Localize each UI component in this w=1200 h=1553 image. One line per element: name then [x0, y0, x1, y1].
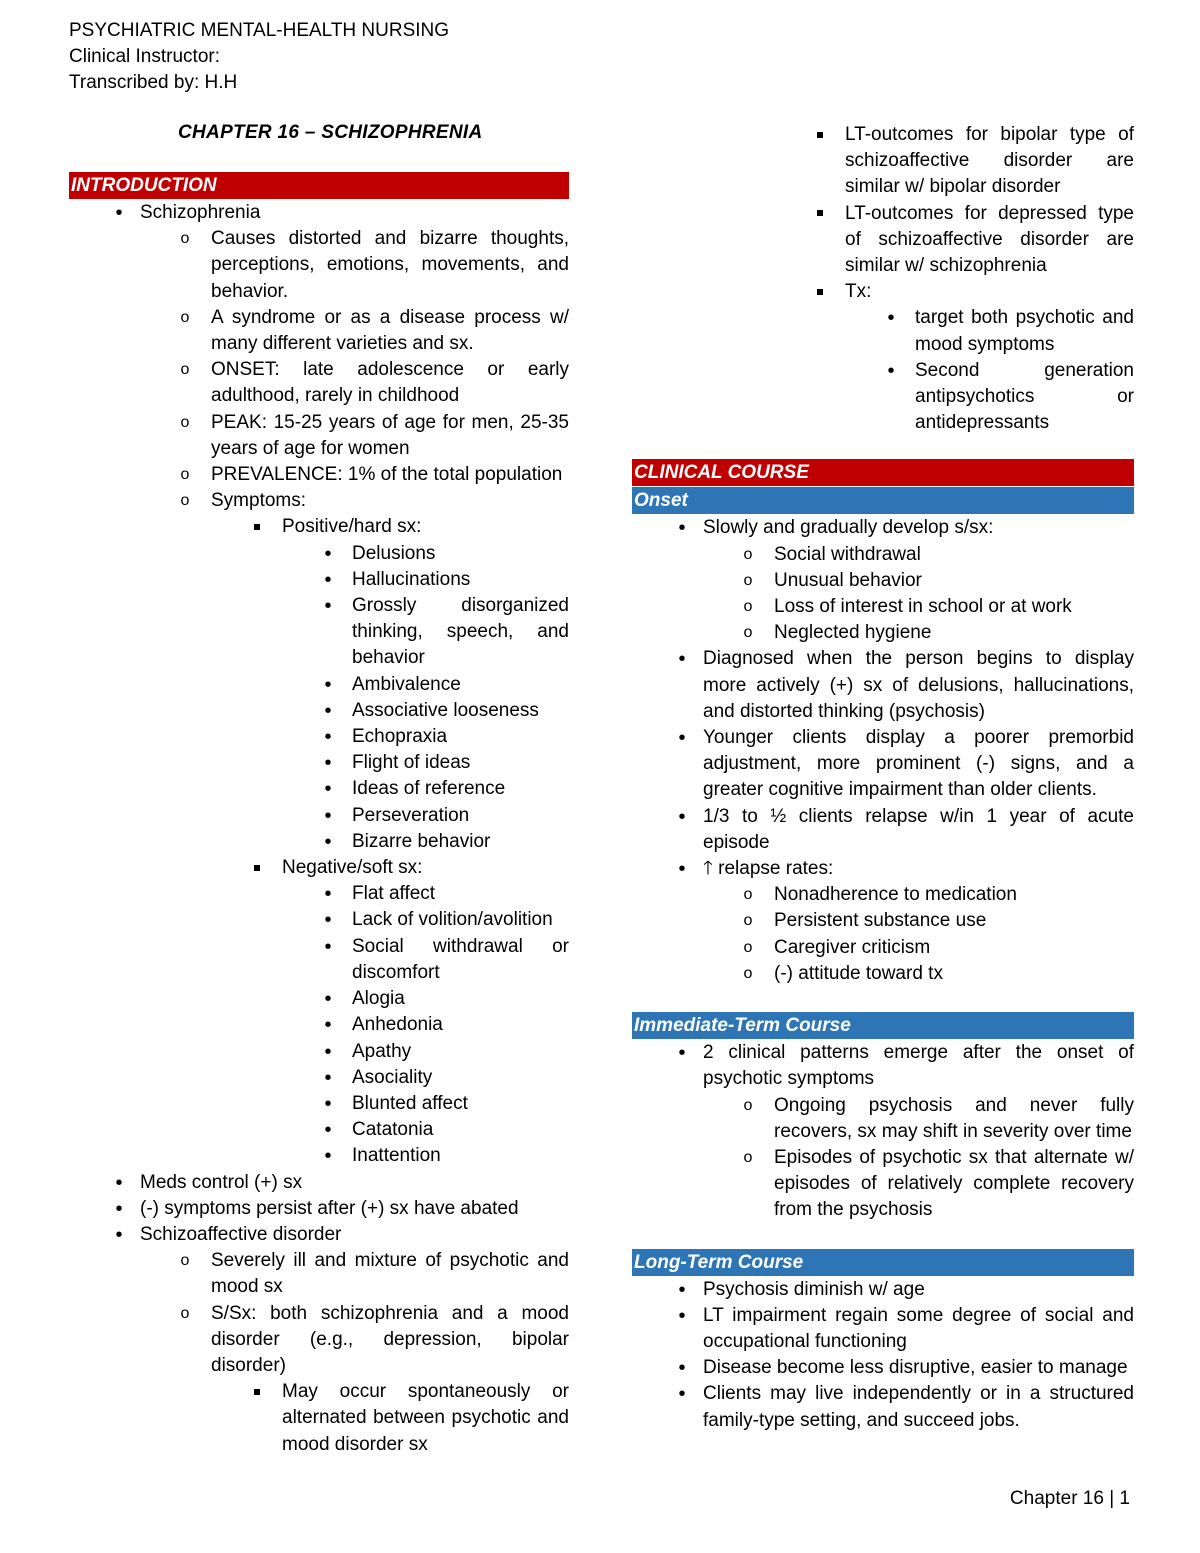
- list-item: [632, 620, 1134, 646]
- list-item-text: Social withdrawal or discomfort: [352, 935, 569, 983]
- list-item-text: Younger clients display a poorer premorbid adjustment, more prominent (-) signs, and a greater cognitive impairment than older clients.: [703, 727, 1134, 801]
- introduction-list: [69, 200, 569, 1458]
- list-item: [69, 750, 569, 776]
- list-item: [632, 882, 1134, 908]
- circle-bullet-icon: [175, 226, 195, 252]
- subheading-immediate-term-course: Immediate-Term Course: [632, 1012, 1134, 1039]
- list-item: [632, 725, 1134, 804]
- list-item-text: Diagnosed when the person begins to display more actively (+) sx of delusions, hallucinations, and distorted thinking (psychosis): [703, 648, 1134, 722]
- list-item-text: Persistent substance use: [774, 910, 987, 932]
- list-item: [632, 1381, 1134, 1433]
- circle-bullet-icon: [175, 1248, 195, 1274]
- list-item: [632, 122, 1134, 201]
- circle-bullet-icon: [175, 410, 195, 436]
- list-item: [632, 961, 1134, 987]
- bullet-icon: [672, 856, 692, 884]
- list-item: [69, 410, 569, 462]
- list-item-text: target both psychotic and mood symptoms: [915, 307, 1134, 355]
- bullet-icon: [318, 541, 338, 569]
- right-column: [632, 122, 1134, 1434]
- list-item: [69, 226, 569, 305]
- list-item-text: LT-outcomes for depressed type of schizoaffective disorder are similar w/ schizophrenia: [845, 202, 1134, 277]
- bullet-icon: [318, 986, 338, 1014]
- bullet-icon: [672, 1277, 692, 1305]
- bullet-icon: [881, 305, 901, 333]
- list-item-text: (-) attitude toward tx: [774, 962, 943, 984]
- square-bullet-icon: [247, 1379, 267, 1405]
- square-bullet-icon: [810, 201, 830, 227]
- circle-bullet-icon: [175, 1301, 195, 1327]
- bullet-icon: [318, 750, 338, 778]
- square-bullet-icon: [810, 122, 830, 148]
- list-item: [632, 201, 1134, 280]
- list-item-text: Psychosis diminish w/ age: [703, 1278, 925, 1300]
- circle-bullet-icon: [175, 305, 195, 331]
- circle-bullet-icon: [738, 961, 758, 987]
- list-item: [69, 803, 569, 829]
- list-item-text: Social withdrawal: [774, 543, 921, 565]
- list-item-text: Schizophrenia: [140, 202, 261, 223]
- immediate-term-list: [632, 1040, 1134, 1223]
- bullet-icon: [672, 804, 692, 832]
- list-item: [632, 935, 1134, 961]
- chapter-title: CHAPTER 16 – SCHIZOPHRENIA: [178, 122, 483, 143]
- square-bullet-icon: [247, 855, 267, 881]
- circle-bullet-icon: [738, 1145, 758, 1171]
- list-item: [632, 515, 1134, 541]
- list-item-text: LT impairment regain some degree of social and occupational functioning: [703, 1304, 1134, 1352]
- list-item: [69, 200, 569, 226]
- list-item: [632, 542, 1134, 568]
- list-item: [69, 488, 569, 514]
- page-footer: Chapter 16 | 1: [1009, 1488, 1130, 1509]
- list-item: [69, 934, 569, 986]
- course-title: PSYCHIATRIC MENTAL-HEALTH NURSING: [69, 20, 450, 41]
- list-item-text: 🡑 relapse rates:: [703, 858, 834, 880]
- list-item-text: Blunted affect: [352, 1092, 468, 1114]
- long-term-list: [632, 1277, 1134, 1434]
- list-item: [69, 1196, 569, 1222]
- subheading-onset: Onset: [632, 487, 1134, 514]
- list-item: [69, 305, 569, 357]
- list-item-text: Disease become less disruptive, easier to manage: [703, 1357, 1128, 1379]
- list-item: [632, 1145, 1134, 1224]
- bullet-icon: [672, 1381, 692, 1409]
- bullet-icon: [109, 1222, 129, 1250]
- list-item: [69, 907, 569, 933]
- bullet-icon: [672, 725, 692, 753]
- list-item-text: Nonadherence to medication: [774, 884, 1017, 906]
- bullet-icon: [672, 646, 692, 674]
- circle-bullet-icon: [738, 542, 758, 568]
- list-item-text: Symptoms:: [211, 490, 307, 512]
- bullet-icon: [318, 881, 338, 909]
- circle-bullet-icon: [175, 462, 195, 488]
- circle-bullet-icon: [738, 935, 758, 961]
- bullet-icon: [109, 1196, 129, 1224]
- list-item: [69, 724, 569, 750]
- bullet-icon: [109, 1170, 129, 1198]
- list-item-text: Meds control (+) sx: [140, 1171, 303, 1193]
- list-item-text: Severely ill and mixture of psychotic and mood sx: [211, 1250, 569, 1298]
- list-item: [69, 1143, 569, 1169]
- bullet-icon: [318, 776, 338, 804]
- list-item-text: 2 clinical patterns emerge after the onset of psychotic symptoms: [703, 1042, 1134, 1090]
- list-item-text: May occur spontaneously or alternated between psychotic and mood disorder sx: [282, 1381, 569, 1455]
- transcriber-line: Transcribed by: H.H: [69, 72, 238, 93]
- list-item-text: Flat affect: [352, 883, 436, 905]
- list-item: [632, 594, 1134, 620]
- bullet-icon: [318, 567, 338, 595]
- list-item-text: Caregiver criticism: [774, 936, 931, 958]
- list-item-text: Second generation antipsychotics or antidepressants: [915, 359, 1134, 434]
- list-item-text: Inattention: [352, 1145, 441, 1167]
- circle-bullet-icon: [738, 882, 758, 908]
- list-item: [69, 1248, 569, 1300]
- bullet-icon: [881, 358, 901, 386]
- list-item: [632, 646, 1134, 725]
- list-item-text: S/Sx: both schizophrenia and a mood disorder (e.g., depression, bipolar disorder): [211, 1302, 569, 1376]
- bullet-icon: [318, 1012, 338, 1040]
- schizoaffective-continued-list: [632, 122, 1134, 436]
- list-item: [69, 593, 569, 672]
- list-item-text: PEAK: 15-25 years of age for men, 25-35 years of age for women: [211, 411, 569, 459]
- list-item: [69, 986, 569, 1012]
- list-item: [69, 357, 569, 409]
- list-item-text: Hallucinations: [352, 568, 471, 590]
- bullet-icon: [318, 1091, 338, 1119]
- list-item-text: Ambivalence: [352, 673, 461, 695]
- bullet-icon: [109, 200, 129, 228]
- section-heading-introduction: INTRODUCTION: [69, 172, 569, 199]
- bullet-icon: [318, 1143, 338, 1171]
- clinical-instructor-line: Clinical Instructor:: [69, 46, 220, 67]
- list-item: [69, 1039, 569, 1065]
- list-item: [632, 279, 1134, 305]
- left-column: [69, 172, 569, 1458]
- list-item: [632, 1040, 1134, 1092]
- list-item: [632, 1303, 1134, 1355]
- list-item-text: Bizarre behavior: [352, 830, 491, 852]
- list-item: [69, 1170, 569, 1196]
- list-item: [69, 776, 569, 802]
- list-item-text: Grossly disorganized thinking, speech, and behavior: [352, 595, 569, 669]
- bullet-icon: [318, 1039, 338, 1067]
- list-item: [69, 462, 569, 488]
- list-item: [632, 305, 1134, 357]
- list-item: [69, 1117, 569, 1143]
- bullet-icon: [318, 672, 338, 700]
- list-item-text: Ongoing psychosis and never fully recovers, sx may shift in severity over time: [774, 1094, 1134, 1142]
- list-item-text: Echopraxia: [352, 726, 448, 748]
- bullet-icon: [318, 698, 338, 726]
- list-item-text: Alogia: [352, 988, 405, 1010]
- list-item: [69, 829, 569, 855]
- list-item-text: Negative/soft sx:: [282, 857, 423, 879]
- section-heading-clinical-course: CLINICAL COURSE: [632, 459, 1134, 486]
- list-item-text: Tx:: [845, 281, 872, 303]
- circle-bullet-icon: [738, 1093, 758, 1119]
- square-bullet-icon: [247, 514, 267, 540]
- list-item-text: Catatonia: [352, 1119, 434, 1141]
- list-item-text: Neglected hygiene: [774, 622, 932, 644]
- circle-bullet-icon: [738, 594, 758, 620]
- list-item-text: Episodes of psychotic sx that alternate w/ episodes of relatively complete recovery from the psychosis: [774, 1146, 1134, 1221]
- list-item: [69, 1091, 569, 1117]
- list-item: [632, 1355, 1134, 1381]
- list-item: [632, 856, 1134, 882]
- list-item-text: Lack of volition/avolition: [352, 909, 553, 931]
- list-item-text: Schizoaffective disorder: [140, 1223, 342, 1245]
- circle-bullet-icon: [175, 488, 195, 514]
- list-item: [69, 881, 569, 907]
- square-bullet-icon: [810, 279, 830, 305]
- list-item-text: Clients may live independently or in a structured family-type setting, and succeed jobs.: [703, 1383, 1134, 1431]
- list-item-text: Associative looseness: [352, 699, 539, 721]
- list-item: [69, 1301, 569, 1380]
- subheading-long-term-course: Long-Term Course: [632, 1249, 1134, 1276]
- list-item-text: 1/3 to ½ clients relapse w/in 1 year of acute episode: [703, 805, 1134, 853]
- list-item: [69, 514, 569, 540]
- onset-list: [632, 515, 1134, 987]
- bullet-icon: [318, 934, 338, 962]
- list-item-text: Unusual behavior: [774, 569, 922, 591]
- bullet-icon: [318, 907, 338, 935]
- bullet-icon: [318, 1117, 338, 1145]
- circle-bullet-icon: [738, 568, 758, 594]
- circle-bullet-icon: [738, 620, 758, 646]
- list-item: [69, 1065, 569, 1091]
- list-item: [69, 1379, 569, 1458]
- circle-bullet-icon: [738, 908, 758, 934]
- list-item: [69, 698, 569, 724]
- list-item: [69, 541, 569, 567]
- list-item-text: Causes distorted and bizarre thoughts, perceptions, emotions, movements, and behavior.: [211, 228, 569, 302]
- list-item-text: LT-outcomes for bipolar type of schizoaffective disorder are similar w/ bipolar disorder: [845, 124, 1134, 198]
- list-item-text: A syndrome or as a disease process w/ many different varieties and sx.: [211, 306, 569, 355]
- list-item-text: (-) symptoms persist after (+) sx have abated: [140, 1197, 519, 1219]
- list-item: [632, 568, 1134, 594]
- list-item-text: ONSET: late adolescence or early adulthood, rarely in childhood: [211, 359, 569, 407]
- list-item-text: Apathy: [352, 1040, 412, 1062]
- list-item-text: Loss of interest in school or at work: [774, 596, 1072, 618]
- list-item-text: Perseveration: [352, 804, 470, 826]
- list-item-text: Delusions: [352, 542, 436, 564]
- list-item-text: Anhedonia: [352, 1014, 443, 1036]
- list-item: [69, 1012, 569, 1038]
- bullet-icon: [318, 724, 338, 752]
- bullet-icon: [672, 515, 692, 543]
- bullet-icon: [318, 803, 338, 831]
- list-item: [69, 855, 569, 881]
- list-item: [69, 1222, 569, 1248]
- list-item: [632, 804, 1134, 856]
- list-item-text: PREVALENCE: 1% of the total population: [211, 464, 563, 486]
- list-item: [69, 672, 569, 698]
- circle-bullet-icon: [175, 357, 195, 383]
- list-item-text: Slowly and gradually develop s/sx:: [703, 517, 994, 539]
- list-item-text: Flight of ideas: [352, 752, 471, 774]
- bullet-icon: [318, 1065, 338, 1093]
- bullet-icon: [318, 593, 338, 621]
- bullet-icon: [672, 1355, 692, 1383]
- bullet-icon: [672, 1303, 692, 1331]
- list-item-text: Ideas of reference: [352, 778, 506, 800]
- list-item: [632, 1093, 1134, 1145]
- list-item: [632, 358, 1134, 437]
- list-item-text: Asociality: [352, 1066, 433, 1088]
- list-item: [632, 1277, 1134, 1303]
- document-header: [69, 18, 449, 96]
- list-item: [69, 567, 569, 593]
- list-item: [632, 908, 1134, 934]
- list-item-text: Positive/hard sx:: [282, 516, 422, 538]
- bullet-icon: [672, 1040, 692, 1068]
- bullet-icon: [318, 829, 338, 857]
